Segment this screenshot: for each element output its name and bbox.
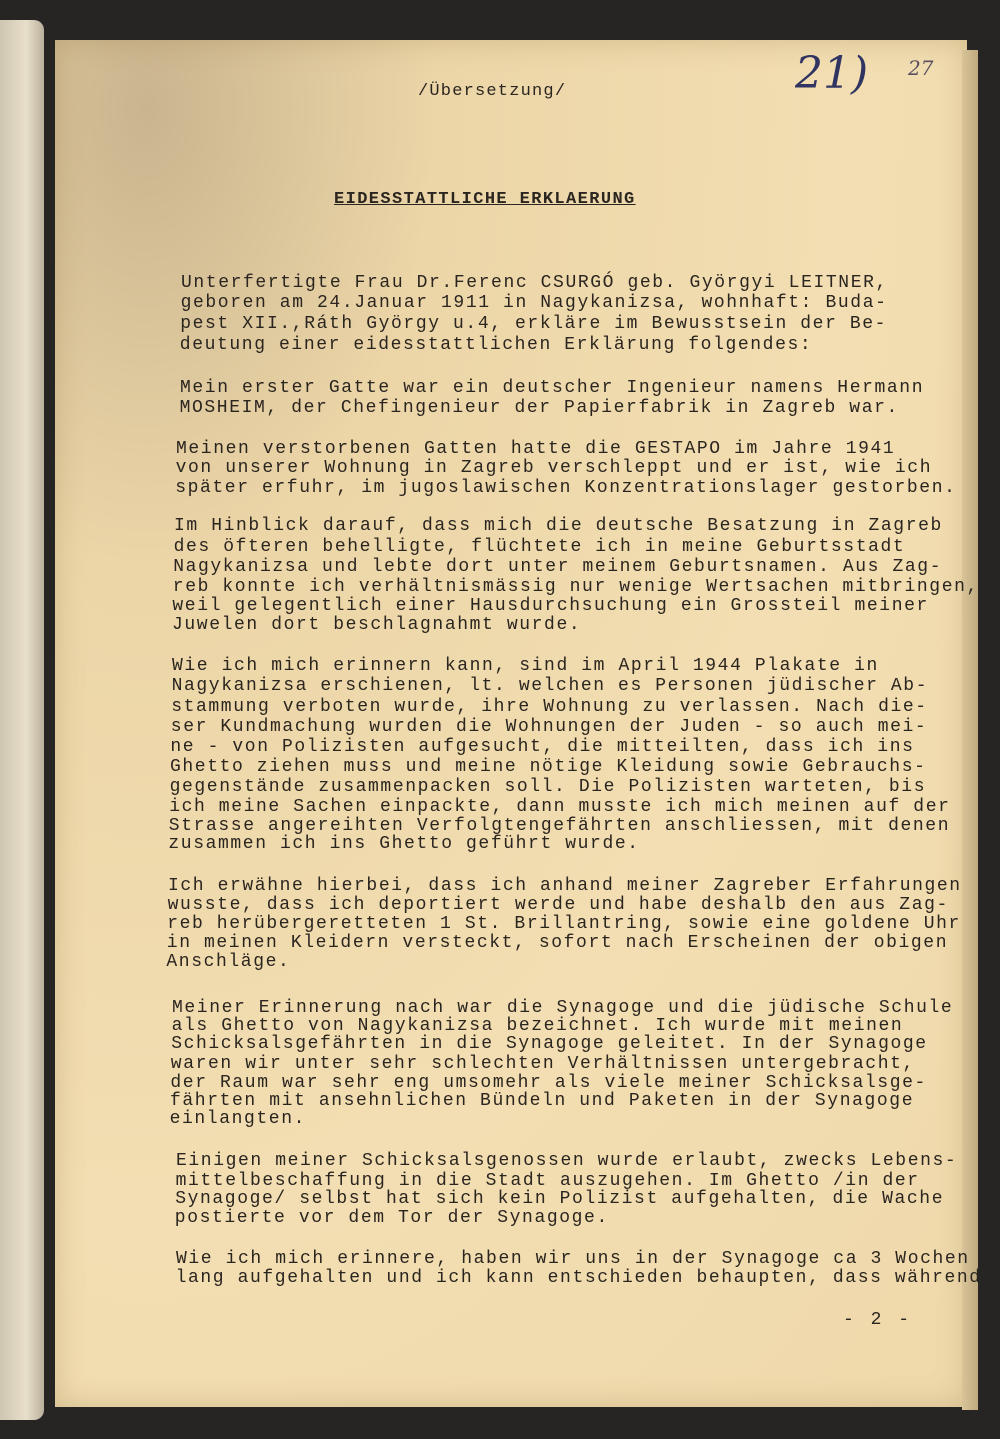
text-line: Juwelen dort beschlagnahmt wurde. xyxy=(172,615,582,635)
text-line: Meiner Erinnerung nach war die Synagoge und die jüdische Schule xyxy=(172,998,954,1018)
text-line: Wie ich mich erinnern kann, sind im April 1944 Plakate in xyxy=(172,656,879,676)
text-line: MOSHEIM, der Chefingenieur der Papierfabrik in Zagreb war. xyxy=(179,398,899,418)
text-line: zusammen ich ins Ghetto geführt wurde. xyxy=(168,834,640,854)
text-line: Synagoge/ selbst hat sich kein Polizist aufgehalten, die Wache xyxy=(175,1189,945,1209)
text-line: geboren am 24.Januar 1911 in Nagykanizsa, wohnhaft: Buda- xyxy=(180,293,888,313)
text-line: reb herübergeretteten 1 St. Brillantring, sowie eine goldene Uhr xyxy=(167,914,961,934)
text-line: weil gelegentlich einer Hausdurchsuchung ein Grossteil meiner xyxy=(172,596,929,616)
text-line: ne - von Polizisten aufgesucht, die mitteilten, dass ich ins xyxy=(170,737,915,757)
text-line: Strasse angereihten Verfolgtengefährten anschliessen, mit denen xyxy=(168,816,951,836)
page-number: - 2 - xyxy=(843,1310,913,1330)
text-line: später erfuhr, im jugoslawischen Konzentrationslager gestorben. xyxy=(175,478,957,498)
text-line: Wie ich mich erinnere, haben wir uns in der Synagoge ca 3 Wochen xyxy=(176,1249,970,1269)
handwritten-folio-number: 21) xyxy=(795,48,869,99)
text-line: Meinen verstorbenen Gatten hatte die GESTAPO im Jahre 1941 xyxy=(176,439,896,459)
text-line: gegenstände zusammenpacken soll. Die Polizisten warteten, bis xyxy=(169,777,927,797)
text-line: ser Kundmachung wurden die Wohnungen der Juden - so auch mei- xyxy=(170,717,928,737)
text-line: in meinen Kleidern versteckt, sofort nach Erscheinen der obigen xyxy=(166,933,949,953)
text-line: einlangten. xyxy=(169,1109,307,1129)
text-line: Unterfertigte Frau Dr.Ferenc CSURGÓ geb. Györgyi LEITNER, xyxy=(181,273,888,293)
text-line: lang aufgehalten und ich kann entschieden behaupten, dass während xyxy=(175,1268,982,1288)
text-line: des öfteren behelligte, flüchtete ich in meine Geburtsstadt xyxy=(173,537,906,557)
text-line: Nagykanizsa und lebte dort unter meinem Geburtsnamen. Aus Zag- xyxy=(173,557,943,577)
text-line: Im Hinblick darauf, dass mich die deutsche Besatzung in Zagreb xyxy=(174,516,943,536)
text-line: von unserer Wohnung in Zagreb verschleppt und er ist, wie ich xyxy=(175,458,933,478)
text-line: waren wir unter sehr schlechten Verhältnissen untergebracht, xyxy=(170,1054,915,1074)
text-line: Anschläge. xyxy=(166,952,291,972)
translation-header: /Übersetzung/ xyxy=(418,82,567,101)
text-line: fährten mit ansehnlichen Bündeln und Paketen in der Synagoge xyxy=(170,1091,915,1111)
text-line: deutung einer eidesstattlichen Erklärung folgendes: xyxy=(179,335,813,355)
text-line: Einigen meiner Schicksalsgenossen wurde erlaubt, zwecks Lebens- xyxy=(176,1151,958,1171)
text-line: postierte vor dem Tor der Synagoge. xyxy=(174,1208,609,1228)
document-title: EIDESSTATTLICHE ERKLAERUNG xyxy=(334,190,636,209)
page-stack-edge xyxy=(962,50,978,1410)
text-line: Nagykanizsa erschienen, lt. welchen es Personen jüdischer Ab- xyxy=(171,676,929,696)
text-line: wusste, dass ich deportiert werde und habe deshalb den aus Zag- xyxy=(167,895,949,915)
text-line: stammung verboten wurde, ihre Wohnung zu verlassen. Nach die- xyxy=(171,697,928,717)
text-line: als Ghetto von Nagykanizsa bezeichnet. Ich wurde mit meinen xyxy=(171,1016,904,1036)
text-line: Schicksalsgefährten in die Synagoge geleitet. In der Synagoge xyxy=(171,1034,928,1054)
adjacent-page-edge xyxy=(0,20,44,1420)
handwritten-page-mark: 27 xyxy=(908,56,934,80)
text-line: der Raum war sehr eng umsomehr als viele meiner Schicksalsge- xyxy=(170,1073,927,1093)
text-line: mittelbeschaffung in die Stadt auszugehen. Im Ghetto /in der xyxy=(175,1171,920,1191)
text-line: Mein erster Gatte war ein deutscher Ingenieur namens Hermann xyxy=(180,378,925,398)
text-line: Ghetto ziehen muss und meine nötige Kleidung sowie Gebrauchs- xyxy=(170,757,927,777)
text-line: reb konnte ich verhältnismässig nur wenige Wertsachen mitbringen, xyxy=(172,577,979,597)
text-line: Ich erwähne hierbei, dass ich anhand meiner Zagreber Erfahrungen xyxy=(168,876,962,896)
text-line: pest XII.,Ráth György u.4, erkläre im Bewusstsein der Be- xyxy=(180,314,888,334)
text-line: ich meine Sachen einpackte, dann musste ich mich meinen auf der xyxy=(169,797,951,817)
